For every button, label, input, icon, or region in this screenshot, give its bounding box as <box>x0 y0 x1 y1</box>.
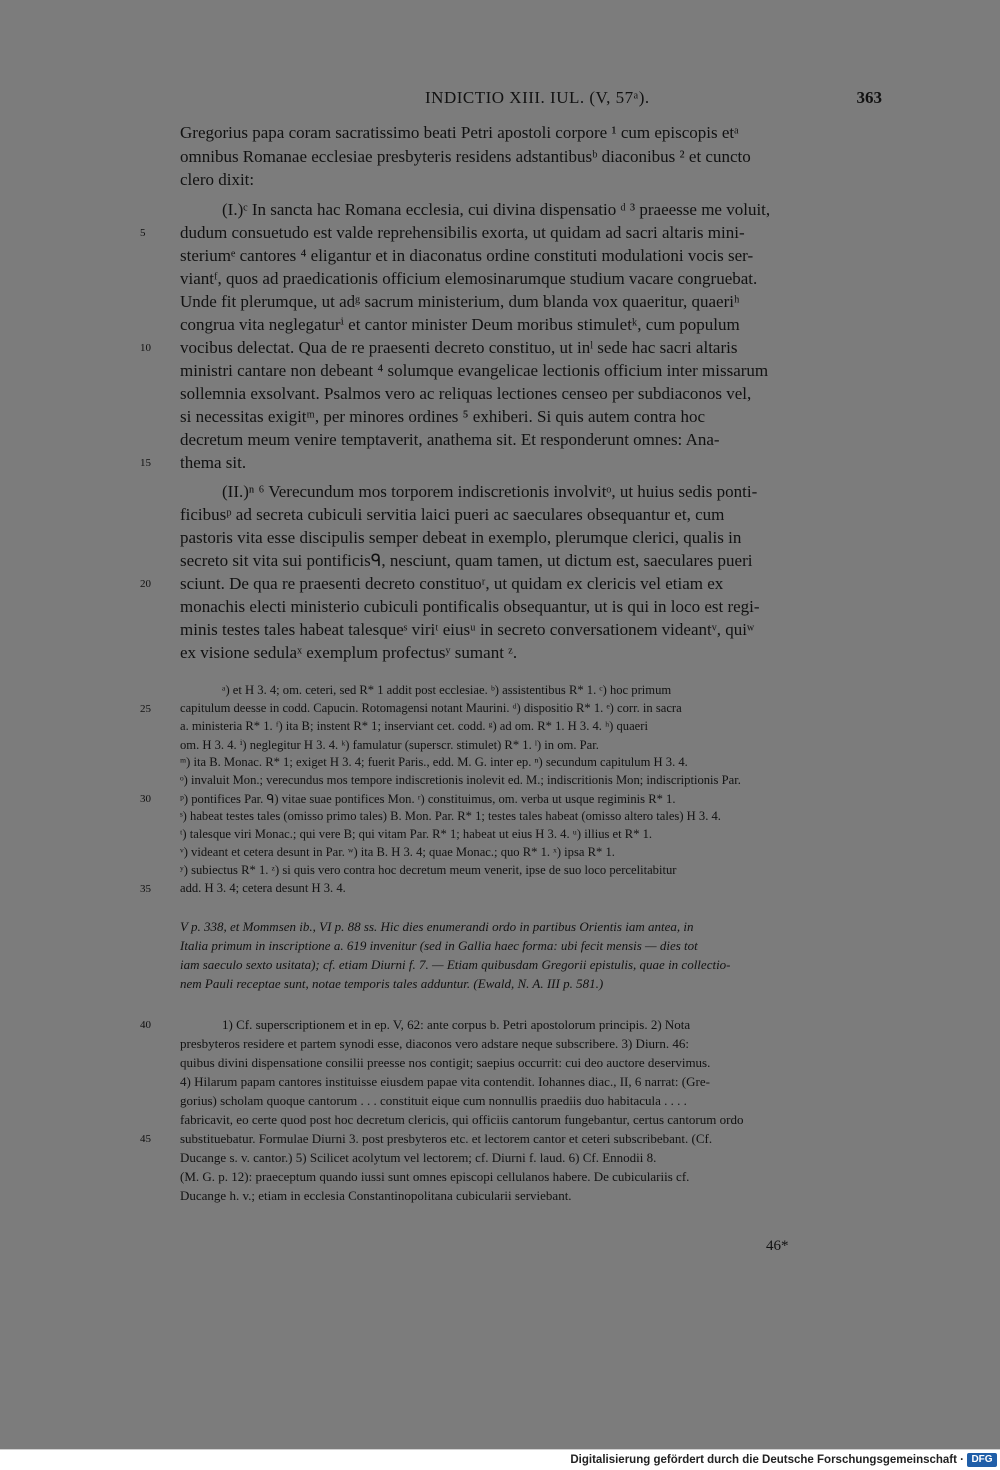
main-line: ministri cantare non debeant ⁴ solumque evangelicae lectionis officium inter missarum <box>180 361 769 380</box>
apparatus-line: ᵐ) ita B. Monac. R* 1; exiget H 3. 4; fuerit Paris., edd. M. G. inter ep. ⁿ) secundum capitulum H 3. 4. <box>180 755 688 769</box>
footnote-line: (M. G. p. 12): praeceptum quando iussi sunt omnes episcopi cellulanos habere. De cubiculariis cf. <box>180 1169 690 1184</box>
apparatus-line: ᵒ) invaluit Mon.; verecundus mos tempore indiscretionis inolevit ed. M.; indiscritionis Mon; indiscriptionis Par. <box>180 773 741 787</box>
page-number: 363 <box>856 88 882 107</box>
footnote-line: Ducange h. v.; etiam in ecclesia Constantinopolitana cubicularii serviebant. <box>180 1188 572 1203</box>
footnote-line: Ducange s. v. cantor.) 5) Scilicet acolytum vel lectorem; cf. Diurni f. laud. 6) Cf. Ennodii 8. <box>180 1150 657 1165</box>
apparatus-line: add. H 3. 4; cetera desunt H 3. 4. <box>180 881 346 895</box>
commentary-line: nem Pauli receptae sunt, notae temporis tales adduntur. (Ewald, N. A. III p. 581.) <box>180 976 604 991</box>
footnote-line: gorius) scholam quoque cantorum . . . constituit eique cum nonnullis praediis duo habitacula . . . . <box>180 1093 687 1108</box>
footnote-line: 4) Hilarum papam cantores instituisse eiusdem papae vita contendit. Iohannes diac., II, 6 narrat: (Gre- <box>180 1074 710 1089</box>
footnote-line: presbyteros residere et partem synodi esse, diaconos vero adstare neque subscribere. 3) Diurn. 46: <box>180 1036 689 1051</box>
main-line: steriumᵉ cantores ⁴ eligantur et in diaconatus ordine constituti modulationi vocis ser- <box>180 246 754 265</box>
line-number: 30 <box>140 793 151 805</box>
apparatus-line: om. H 3. 4. ⁱ) neglegitur H 3. 4. ᵏ) famulatur (superscr. stimulet) R* 1. ˡ) in om. Par. <box>180 738 599 752</box>
line-number: 20 <box>140 578 151 590</box>
main-line: Gregorius papa coram sacratissimo beati Petri apostoli corpore ¹ cum episcopis etᵃ <box>180 123 739 142</box>
footnote-line: quibus divini dispensatione consilii preesse nos contigit; saepius occurrit: cui deo auctore deservimus. <box>180 1055 711 1070</box>
footnote-line: substituebatur. Formulae Diurni 3. post presbyteros etc. et lectorem cantor et ceteri subscribebant. (Cf. <box>180 1131 713 1146</box>
footnote-line: 1) Cf. superscriptionem et in ep. V, 62: ante corpus b. Petri apostolorum principis. 2) Nota <box>222 1017 691 1032</box>
apparatus-line: a. ministeria R* 1. ᶠ) ita B; instent R* 1; inserviant cet. codd. ᵍ) ad om. R* 1. H 3. 4. ʰ) quaeri <box>180 719 648 733</box>
line-number: 15 <box>140 457 151 469</box>
main-line: minis testes tales habeat talesqueˢ viriᵗ eiusᵘ in secreto conversationem videantᵛ, quiʷ <box>180 620 755 639</box>
main-line: monachis electi ministerio cubiculi pontificalis obsequantur, ut is qui in loco est regi- <box>180 597 760 616</box>
main-line: ex visione sedulaˣ exemplum profectusʸ sumant ᶻ. <box>180 643 518 662</box>
main-line: si necessitas exigitᵐ, per minores ordines ⁵ exhiberi. Si quis autem contra hoc <box>180 407 706 426</box>
running-title: INDICTIO XIII. IUL. (V, 57ᵃ). <box>425 88 650 107</box>
funding-credit: Digitalisierung gefördert durch die Deutsche Forschungsgemeinschaft · <box>570 1454 964 1466</box>
main-line: omnibus Romanae ecclesiae presbyteris residens adstantibusᵇ diaconibus ² et cuncto <box>180 147 751 166</box>
apparatus-line: ʸ) subiectus R* 1. ᶻ) si quis vero contra hoc decretum meum venerit, ipse de suo loco percelitabitur <box>180 863 677 877</box>
commentary-line: V p. 338, et Mommsen ib., VI p. 88 ss. Hic dies enumerandi ordo in partibus Orientis iam antea, in <box>180 919 694 934</box>
sheet-signature: 46* <box>766 1238 789 1254</box>
digitization-footer <box>0 1449 1000 1470</box>
line-number: 40 <box>140 1019 151 1031</box>
apparatus-line: ᵛ) videant et cetera desunt in Par. ʷ) ita B. H 3. 4; quae Monac.; quo R* 1. ˣ) ipsa R* 1. <box>180 845 615 859</box>
page-header <box>180 88 882 110</box>
main-line: clero dixit: <box>180 170 255 189</box>
main-line: dudum consuetudo est valde reprehensibilis exorta, ut quidam ad sacri altaris mini- <box>180 223 745 242</box>
main-line: viantᶠ, quos ad praedicationis officium elemosinarumque studium vacare congruebat. <box>180 269 758 288</box>
footnote-line: fabricavit, eo certe quod post hoc decretum clericis, qui officiis cantorum fungebantur, certus cantorum ordo <box>180 1112 744 1127</box>
line-number: 5 <box>140 227 146 239</box>
main-line: sollemnia exsolvant. Psalmos vero ac reliquas lectiones censeo per subdiaconos vel, <box>180 384 752 403</box>
line-number: 35 <box>140 883 151 895</box>
apparatus-line: capitulum deesse in codd. Capucin. Rotomagensi notant Maurini. ᵈ) dispositio R* 1. ᵉ) corr. in sacra <box>180 701 682 715</box>
main-line: Unde fit plerumque, ut adᵍ sacrum ministerium, dum blanda vox quaeritur, quaeriʰ <box>180 292 740 311</box>
commentary-line: Italia primum in inscriptione a. 619 invenitur (sed in Gallia haec forma: ubi fecit mensis — dies tot <box>180 938 698 953</box>
apparatus-line: ᵖ) pontifices Par. ᑫ) vitae suae pontifices Mon. ʳ) constituimus, om. verba ut usque regiminis R* 1. <box>180 792 676 806</box>
dfg-logo: DFG <box>967 1453 997 1467</box>
apparatus-line: ˢ) habeat testes tales (omisso primo tales) B. Mon. Par. R* 1; testes tales habeat (omisso altero tales) H 3. 4. <box>180 809 721 823</box>
main-line: vocibus delectat. Qua de re praesenti decreto constituo, ut inˡ sede hac sacri altaris <box>180 338 738 357</box>
apparatus-line: ᵗ) talesque viri Monac.; qui vere B; qui vitam Par. R* 1; habeat ut eius H 3. 4. ᵘ) illius et R* 1. <box>180 827 653 841</box>
apparatus-line: ᵃ) et H 3. 4; om. ceteri, sed R* 1 addit post ecclesiae. ᵇ) assistentibus R* 1. ᶜ) hoc primum <box>222 683 672 697</box>
main-line: sciunt. De qua re praesenti decreto constituoʳ, ut quidam ex clericis vel etiam ex <box>180 574 724 593</box>
main-line: (II.)ⁿ ⁶ Verecundum mos torporem indiscretionis involvitᵒ, ut huius sedis ponti- <box>222 482 758 501</box>
main-line: secreto sit vita sui pontificisᑫ, nesciunt, quam tamen, ut dictum est, saeculares pueri <box>180 551 753 570</box>
main-line: ficibusᵖ ad secreta cubiculi servitia laici pueri ac saeculares obsequantur et, cum <box>180 505 725 524</box>
commentary-line: iam saeculo sexto usitata); cf. etiam Diurni f. 7. — Etiam quibusdam Gregorii epistulis, quae in collectio- <box>180 957 731 972</box>
line-number: 25 <box>140 703 151 715</box>
line-number: 45 <box>140 1133 151 1145</box>
main-line: pastoris vita esse discipulis semper debeat in exemplo, plerumque clerici, qualis in <box>180 528 742 547</box>
main-line: decretum meum venire temptaverit, anathema sit. Et responderunt omnes: Ana- <box>180 430 720 449</box>
main-line: (I.)ᶜ In sancta hac Romana ecclesia, cui divina dispensatio ᵈ ³ praeesse me voluit, <box>222 200 771 219</box>
main-line: congrua vita neglegaturⁱ et cantor minister Deum moribus stimuletᵏ, cum populum <box>180 315 740 334</box>
line-number: 10 <box>140 342 151 354</box>
main-line: thema sit. <box>180 453 247 472</box>
